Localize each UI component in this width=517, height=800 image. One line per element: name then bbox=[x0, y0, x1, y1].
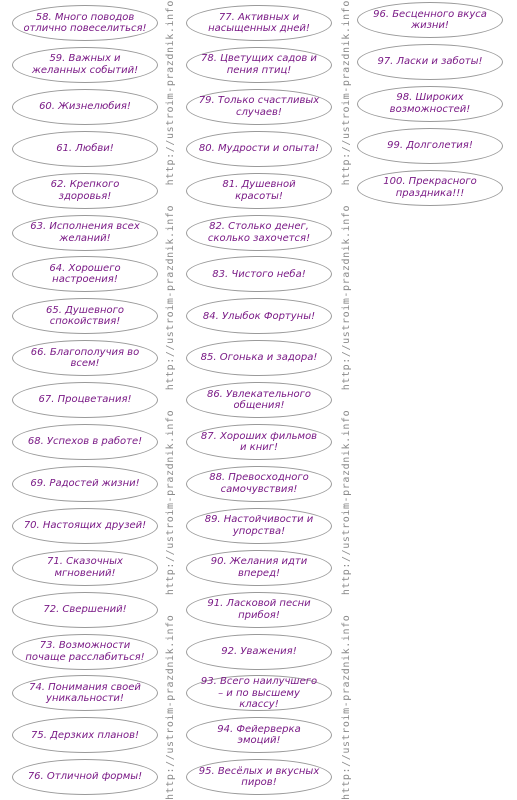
wish-ellipse bbox=[186, 382, 332, 418]
wish-ellipse bbox=[12, 131, 158, 167]
watermark-text: http://ustroim-prazdnik.info bbox=[341, 409, 352, 596]
wish-ellipse bbox=[186, 424, 332, 460]
wish-text: 63. Исполнения всех желаний! bbox=[30, 221, 140, 244]
wish-ellipse bbox=[12, 298, 158, 334]
wish-ellipse bbox=[186, 717, 332, 753]
wish-ellipse bbox=[186, 466, 332, 502]
wish-text: 98. Широких возможностей! bbox=[389, 92, 471, 115]
wish-text: 97. Ласки и заботы! bbox=[377, 56, 483, 68]
wish-text: 65. Душевного спокойствия! bbox=[45, 304, 125, 328]
watermark-text: http://ustroim-prazdnik.info bbox=[165, 614, 176, 800]
wish-ellipse bbox=[12, 717, 158, 753]
wish-text: 79. Только счастливых случаев! bbox=[198, 95, 320, 118]
wish-ellipse bbox=[186, 89, 332, 125]
wish-text: 84. Улыбок Фортуны! bbox=[202, 310, 316, 322]
wish-ellipse bbox=[186, 131, 332, 167]
wish-text: 77. Активных и насыщенных дней! bbox=[208, 11, 310, 34]
wish-text: 58. Много поводов отлично повеселиться! bbox=[23, 11, 147, 34]
wish-ellipse bbox=[12, 173, 158, 209]
wish-text: 70. Настоящих друзей! bbox=[23, 520, 147, 532]
watermark-column-1 bbox=[165, 0, 179, 800]
wish-text: 85. Огонька и задора! bbox=[200, 352, 318, 364]
wish-text: 100. Прекрасного праздника!!! bbox=[383, 176, 477, 199]
watermark-text: http://ustroim-prazdnik.info bbox=[341, 614, 352, 800]
wish-ellipse bbox=[186, 215, 332, 251]
wish-ellipse bbox=[357, 170, 503, 206]
wish-text: 62. Крепкого здоровья! bbox=[50, 179, 120, 202]
wish-text: 74. Понимания своей уникальности! bbox=[29, 681, 141, 705]
wish-text: 87. Хороших фильмов и книг! bbox=[200, 430, 318, 453]
wish-text: 93. Всего наилучшего – и по высшему классу! bbox=[200, 676, 318, 711]
wish-text: 60. Жизнелюбия! bbox=[39, 101, 131, 113]
wish-ellipse bbox=[186, 256, 332, 292]
watermark-text: http://ustroim-prazdnik.info bbox=[341, 204, 352, 391]
wish-text: 73. Возможности почаще расслабиться! bbox=[25, 640, 145, 663]
watermark-text: http://ustroim-prazdnik.info bbox=[341, 0, 352, 186]
wish-ellipse bbox=[357, 128, 503, 164]
wish-ellipse bbox=[186, 675, 332, 711]
wish-ellipse bbox=[12, 256, 158, 292]
wish-text: 82. Столько денег, сколько захочется! bbox=[207, 221, 311, 244]
wish-ellipse bbox=[12, 592, 158, 628]
wish-text: 91. Ласковой песни прибоя! bbox=[207, 598, 311, 621]
wish-text: 68. Успехов в работе! bbox=[27, 436, 143, 448]
wish-text: 59. Важных и желанных событий! bbox=[31, 53, 139, 76]
wish-ellipse bbox=[12, 508, 158, 544]
wish-ellipse bbox=[186, 550, 332, 586]
wish-ellipse bbox=[12, 47, 158, 83]
wish-text: 95. Весёлых и вкусных пиров! bbox=[198, 765, 320, 789]
wish-ellipse bbox=[186, 47, 332, 83]
wish-text: 90. Желания идти вперед! bbox=[210, 556, 308, 579]
wish-ellipse bbox=[12, 89, 158, 125]
wish-ellipse bbox=[12, 634, 158, 670]
wish-text: 75. Дерзких планов! bbox=[31, 729, 139, 741]
wish-ellipse bbox=[12, 759, 158, 795]
wish-text: 83. Чистого неба! bbox=[212, 268, 306, 280]
wish-text: 80. Мудрости и опыта! bbox=[198, 142, 320, 154]
wish-ellipse bbox=[186, 298, 332, 334]
wish-ellipse bbox=[186, 5, 332, 41]
watermark-text: http://ustroim-prazdnik.info bbox=[165, 204, 176, 391]
watermark-column-2 bbox=[341, 0, 355, 800]
wish-ellipse bbox=[12, 550, 158, 586]
wish-text: 89. Настойчивости и упорства! bbox=[204, 514, 314, 537]
wish-ellipse bbox=[357, 2, 503, 38]
wish-ellipse bbox=[186, 634, 332, 670]
wish-ellipse bbox=[12, 340, 158, 376]
wish-ellipse bbox=[12, 466, 158, 502]
watermark-text: http://ustroim-prazdnik.info bbox=[165, 409, 176, 596]
wish-text: 88. Превосходного самочувствия! bbox=[209, 472, 309, 495]
wish-ellipse bbox=[357, 44, 503, 80]
wish-text: 67. Процветания! bbox=[38, 394, 132, 406]
wish-ellipse bbox=[186, 508, 332, 544]
wish-text: 69. Радостей жизни! bbox=[30, 478, 140, 490]
wish-ellipse bbox=[12, 382, 158, 418]
wish-ellipse bbox=[186, 759, 332, 795]
wish-text: 78. Цветущих садов и пения птиц! bbox=[201, 53, 317, 76]
wish-text: 94. Фейерверка эмоций! bbox=[217, 723, 301, 747]
wish-text: 71. Сказочных мгновений! bbox=[47, 556, 123, 579]
wish-text: 76. Отличной формы! bbox=[27, 771, 143, 783]
watermark-text: http://ustroim-prazdnik.info bbox=[165, 0, 176, 186]
wish-ellipse bbox=[12, 215, 158, 251]
wish-ellipse bbox=[12, 5, 158, 41]
wish-text: 72. Свершений! bbox=[43, 603, 127, 615]
wish-text: 61. Любви! bbox=[56, 142, 114, 154]
wish-text: 66. Благополучия во всем! bbox=[30, 346, 140, 370]
wish-text: 81. Душевной красоты! bbox=[222, 179, 296, 202]
wish-text: 64. Хорошего настроения! bbox=[49, 262, 121, 286]
wish-text: 86. Увлекательного общения! bbox=[206, 388, 312, 412]
wish-text: 92. Уважения! bbox=[221, 645, 297, 657]
wish-ellipse bbox=[12, 675, 158, 711]
wish-text: 96. Бесценного вкуса жизни! bbox=[373, 8, 487, 31]
wish-ellipse bbox=[186, 592, 332, 628]
wish-text: 99. Долголетия! bbox=[387, 139, 473, 151]
wish-ellipse bbox=[186, 340, 332, 376]
wish-ellipse bbox=[357, 86, 503, 122]
wish-ellipse bbox=[186, 173, 332, 209]
wish-ellipse bbox=[12, 424, 158, 460]
